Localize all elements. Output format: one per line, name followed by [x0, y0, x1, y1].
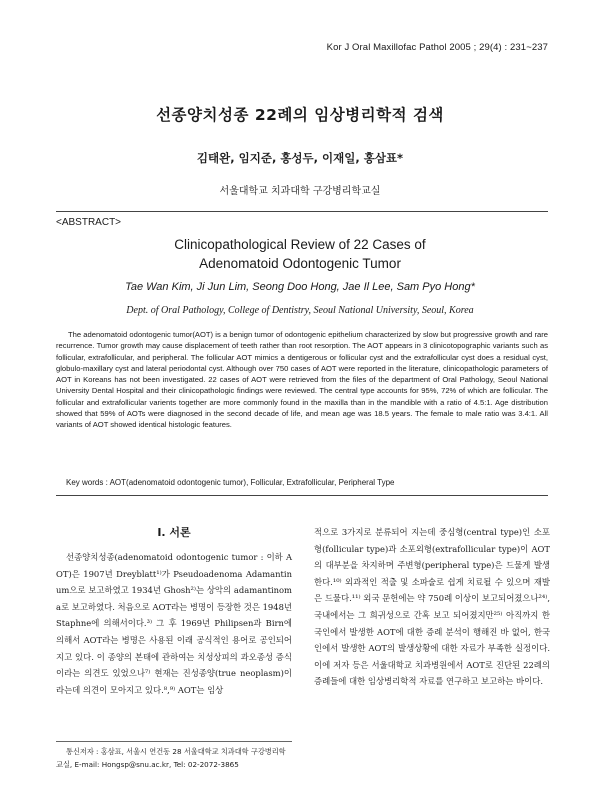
korean-title: 선종양치성종 22례의 임상병리학적 검색 [156, 106, 444, 124]
body-right-column: 적으로 3가지로 분류되어 지는데 중심형(central type)인 소포형(follicular type)과 소포외형(extrafollicular type)이 AOT의 대부분을 차지하며 주변형(peripheral type)은 드물게 발생한다.¹⁰⁾ 외과적인 적출 및 소파술로 쉽게 치료될 수 있으며 재발은 드물다.¹¹⁾ 외국 문헌에는 약 750례 이상이 보고되어졌으나²⁴⁾, 국내에서는 그 희귀성으로 간혹 보고 되어졌지만²⁵⁾ 아직까지 한국인에서 발생한 AOT에 대한 증례 분석이 행해진 바 없어, 한국인에서 발생한 AOT의 발생상황에 대한 자료가 부족한 실정이다. 이에 저자 등은 서울대학교 치과병원에서 AOT로 진단된 22례의 증례들에 대한 임상병리학적 자료를 연구하고 보고하는 바이다. [314, 527, 550, 687]
section-heading: I. 서론 [157, 526, 191, 539]
abstract-text: The adenomatoid odontogenic tumor(AOT) is a benign tumor of odontogenic epithelium characterized by slow but progressive growth and rare recurrence. Tumor growth may cause displacement of teeth rather than root resorption. The AOT appears in 3 clinicotopographic variants such as follicular, extrafollicular, and peripheral. The follicular AOT mimics a dentigerous or follicular cyst and the extrafollicular cyst does a residual cyst, globulo-maxillary cyst and lateral periodontal cyst. Although over 750 cases of AOT were reported in the literature, clinicopathologic parameters of AOT in Koreans has not been investigated. 22 cases of AOT were retrieved from the files of the department of Oral Pathology, Seoul National University Dental Hospital and their clinicopathologic findings were reviewed. The central type accounts for 95%, 72% of which are follicular. The follicular and extrafollicular varients together are more commonly found in the maxilla than in the mandible with a ratio of 4.5:1. Age distribution showed that 59% of AOTs were diagnosed in the second decade of life, and mean age was 18.5 years. The female to male ratio was 3.4:1. All variants of AOT showed identical histologic features. [56, 330, 548, 430]
abstract-top-divider [56, 211, 548, 212]
keywords-label: Key words : [66, 478, 108, 487]
english-title [0, 235, 600, 273]
english-affiliation: Dept. of Oral Pathology, College of Dentistry, Seoul National University, Seoul, Korea [126, 305, 474, 316]
journal-reference: Kor J Oral Maxillofac Pathol 2005 ; 29(4) : 231~237 [326, 42, 548, 53]
abstract-label: <ABSTRACT> [56, 217, 122, 228]
english-authors: Tae Wan Kim, Ji Jun Lim, Seong Doo Hong, Jae Il Lee, Sam Pyo Hong* [125, 281, 475, 293]
footnote-divider [56, 741, 292, 742]
corresponding-author-footnote: 통신저자 : 홍삼표, 서울시 연건동 28 서울대학교 치과대학 구강병리학교실, E-mail: Hongsp@snu.ac.kr, Tel: 02-2072-3865 [56, 747, 286, 769]
body-left-column: 선종양치성종(adenomatoid odontogenic tumor : 이하 AOT)은 1907년 Dreyblatt¹⁾가 Pseudoadenoma Adamantinum으로 보고하였고 1934년 Ghosh²⁾는 상악의 adamantinoma로 보고하였다. 처음으로 AOT라는 병명이 등장한 것은 1948년 Staphne에 의해서이다.³⁾ 그 후 1969년 Philipsen과 Birn에 의해서 AOT라는 병명은 사용된 이래 공식적인 용어로 공인되어지고 있다. 이 종양의 본태에 관하여는 치성상피의 과오종성 증식이라는 의견도 있었으나⁷⁾ 현재는 진성종양(true neoplasm)이라는데 의견이 모아지고 있다.⁸,⁹⁾ AOT는 임상 [56, 552, 292, 695]
korean-authors: 김태완, 임지준, 홍성두, 이재일, 홍삼표* [196, 151, 404, 165]
keywords [56, 478, 548, 487]
english-title-line1: Clinicopathological Review of 22 Cases of [174, 237, 426, 252]
keywords-text: AOT(adenomatoid odontogenic tumor), Follicular, Extrafollicular, Peripheral Type [109, 478, 395, 487]
english-title-line2: Adenomatoid Odontogenic Tumor [199, 256, 401, 271]
abstract-bottom-divider [56, 495, 548, 496]
korean-affiliation: 서울대학교 치과대학 구강병리학교실 [219, 186, 381, 197]
